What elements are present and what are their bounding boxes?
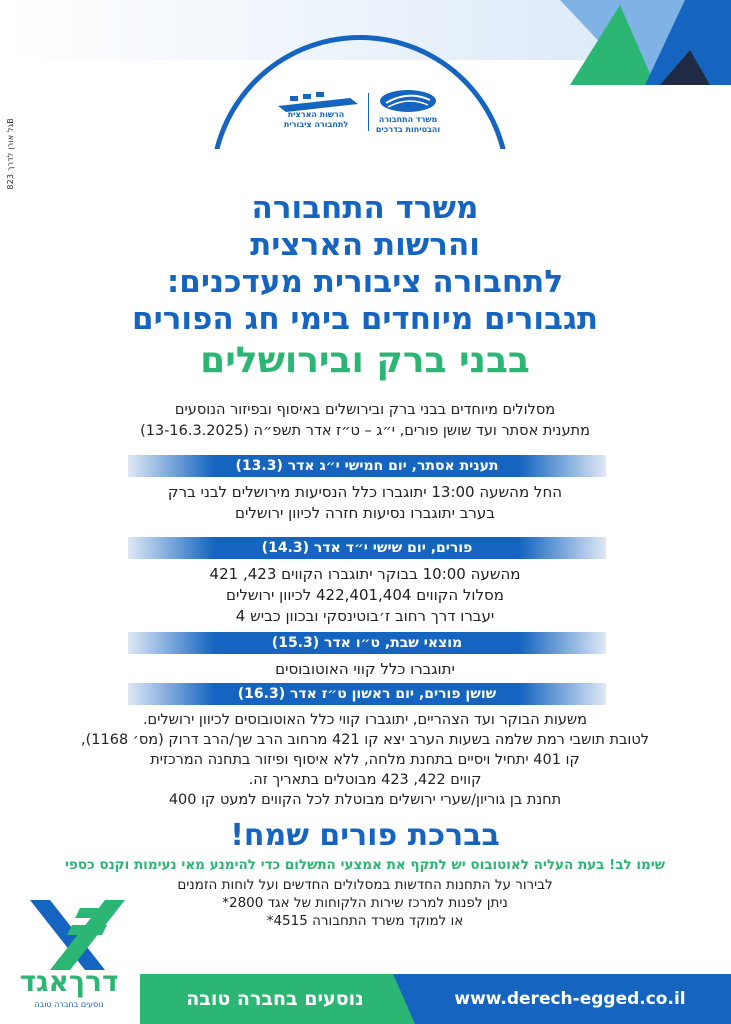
website-link[interactable]: www.derech-egged.co.il (454, 989, 686, 1009)
brand-tagline: נוסעים בחברה טובה (34, 1000, 104, 1009)
intro-line2: מתענית אסתר ועד שושן פורים, י״ג – ט״ז אדר תשפ״ה (13-16.3.2025) (140, 423, 590, 439)
section-body-purim (30, 564, 700, 627)
title-line1: משרד התחבורה (251, 190, 479, 226)
section-line: מהשעה 10:00 בבוקר יתוגברו הקווים 423, 421 (209, 565, 521, 583)
section-body-shushan-purim (30, 710, 700, 810)
title-line3: לתחבורה ציבורית מעדכנים: (166, 264, 564, 300)
intro-line1: מסלולים מיוחדים בבני ברק ובירושלים באיסוף ובפיזור הנוסעים (174, 402, 556, 418)
section-line: לטובת תושבי רמת שלמה בשעות הערב יצא קו 421 מרחוב הרב שך/הרב דרוק (מס׳ 1168), (81, 732, 649, 748)
main-title (20, 190, 710, 338)
subtitle: בבני ברק ובירושלים (200, 340, 530, 381)
section-line: קו 401 יתחיל ויסיים בתחנת מלחה, ללא איסוף ופיזור בתחנה המרכזית (150, 752, 580, 768)
section-line: בערב יתוגברו נסיעות חזרה לכיוון ירושלים (235, 504, 495, 522)
header-logos (270, 88, 470, 138)
info-line1: לבירור על התחנות החדשות במסלולים החדשים ועל לוחות הזמנים (177, 877, 553, 893)
section-line: קווים 422, 423 מבוטלים בתאריך זה. (248, 772, 482, 788)
section-header-motzaei-shabbat: מוצאי שבת, ט״ו אדר (15.3) (128, 632, 606, 654)
logo-right-line1: משרד התחבורה (378, 115, 438, 124)
logo-left-line1: הרשות הארצית (287, 110, 345, 119)
info-line3: או למוקד משרד התחבורה 4515* (266, 913, 464, 929)
intro-text (40, 400, 690, 442)
section-header-taanit: תענית אסתר, יום חמישי י״ג אדר (13.3) (128, 455, 606, 477)
section-line: משעות הבוקר ועד הצהריים, יתוגברו קווי כלל האוטובוסים לכיוון ירושלים. (142, 712, 588, 728)
section-line: החל מהשעה 13:00 יתוגברו כלל הנסיעות מירושלים לבני ברק (167, 483, 563, 501)
brand-name: דרךאגד (19, 965, 119, 998)
section-header-shushan-purim: שושן פורים, יום ראשון ט״ז אדר (16.3) (128, 683, 606, 705)
payment-warning: שימו לב! בעת העליה לאוטובוס יש לתקף את אמצעי התשלום כדי להימנע מאי נעימות וקנס כספי (65, 857, 665, 873)
section-body-motzaei-shabbat (30, 659, 700, 680)
section-body-taanit (30, 482, 700, 524)
title-line2: והרשות הארצית (250, 227, 480, 263)
info-line2: ניתן לפנות למרכז שירות הלקוחות של אגד 2800* (222, 895, 508, 911)
side-credit: גל אורן לדרך 823B (6, 118, 15, 190)
title-line4: תגבורים מיוחדים בימי חג הפורים (132, 301, 598, 337)
section-line: תחנת בן גוריון/שערי ירושלים מבוטלת לכל הקווים למעט קו 400 (168, 792, 562, 808)
ministry-logo-icon (378, 88, 438, 114)
section-line: מסלול הקווים 422,401,404 לכיוון ירושלים (226, 586, 504, 604)
section-line: יתוגברו כלל קווי האוטובוסים (275, 660, 455, 678)
section-line: יעברו דרך רחוב ז׳בוטינסקי ובכוון כביש 4 (235, 607, 495, 625)
section-header-purim: פורים, יום שישי י״ד אדר (14.3) (128, 537, 606, 559)
purim-blessing: בברכת פורים שמח! (230, 818, 500, 853)
derech-egged-logo-icon (10, 880, 130, 1020)
logo-left-line2: לתחבורה ציבורית (283, 120, 349, 129)
footer-slogan: נוסעים בחברה טובה (186, 988, 364, 1010)
logo-right-line2: והבטיחות בדרכים (375, 125, 441, 134)
